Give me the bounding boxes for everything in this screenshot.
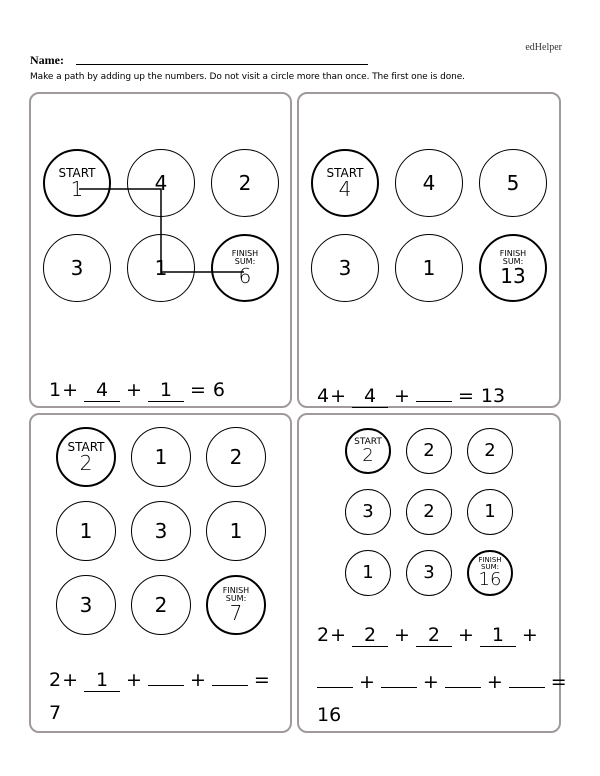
instructions: Make a path by adding up the numbers. Do not visit a circle more than once. The first one is done. [30,72,465,82]
plus-sign: + [62,669,79,691]
answer-blank[interactable] [416,379,452,402]
circle-value: 5 [506,171,520,195]
number-circle[interactable] [56,575,116,635]
circle-value: 4 [422,171,436,195]
sum-label: SUM: [481,563,499,571]
start-value: 4 [338,177,352,201]
number-circle[interactable] [311,234,379,302]
plus-sign: + [486,671,503,693]
answer-blank[interactable]: 4 [84,379,120,402]
number-circle[interactable] [131,501,191,561]
circle-value: 1 [154,445,168,469]
number-circle[interactable] [206,427,266,487]
equation-total: 13 [480,385,506,407]
circle-value: 3 [70,256,84,280]
finish-value: 7 [229,601,243,626]
circle-value: 2 [423,501,435,522]
answer-blank[interactable]: 2 [352,624,388,647]
circle-value: 1 [484,501,496,522]
finish-value: 16 [478,569,502,591]
puzzle-panel-1 [29,92,292,408]
number-circle[interactable] [127,149,195,217]
plus-sign: + [422,671,439,693]
equals-sign: = [253,669,270,691]
start-label: START [354,436,382,447]
finish-circle[interactable] [479,234,547,302]
start-value: 2 [79,451,93,475]
plus-sign: + [394,385,410,407]
circle-value: 4 [154,171,168,195]
circle-value: 3 [423,562,435,583]
start-label: START [58,166,96,180]
answer-blank[interactable] [212,663,248,686]
finish-label: FINISH [499,248,527,258]
finish-circle[interactable] [211,234,279,302]
finish-circle[interactable] [206,575,266,635]
number-circle[interactable] [406,489,452,535]
equation-term: 1 [49,379,62,401]
circle-value: 3 [154,519,168,543]
answer-blank[interactable] [148,663,184,686]
equals-sign: = [457,385,474,407]
circle-value: 1 [422,256,436,280]
number-circle[interactable] [467,489,513,535]
start-value: 1 [70,177,84,201]
finish-value: 6 [238,264,252,289]
number-circle[interactable] [345,550,391,596]
plus-sign: + [359,671,375,693]
start-label: START [67,440,105,454]
start-label: START [326,166,364,180]
name-field[interactable] [76,64,368,65]
number-circle[interactable] [211,149,279,217]
circle-value: 1 [362,562,374,583]
circle-value: 3 [338,256,352,280]
number-circle[interactable] [345,489,391,535]
circle-value: 2 [423,440,435,461]
start-circle[interactable] [345,428,391,474]
circle-value: 2 [154,593,168,617]
puzzle-panel-3 [29,413,292,733]
circle-value: 2 [229,445,243,469]
plus-sign: + [394,624,410,646]
plus-sign: + [126,669,142,691]
finish-label: FINISH [222,585,250,595]
equation-total: 7 [49,702,62,724]
equals-sign: = [189,379,206,401]
equation [317,379,505,408]
equation-term: 2 [317,624,330,646]
answer-blank[interactable] [317,665,353,688]
number-circle[interactable] [131,575,191,635]
number-circle[interactable] [467,428,513,474]
answer-blank[interactable]: 1 [148,379,184,402]
sum-label: SUM: [225,594,247,603]
number-circle[interactable] [56,501,116,561]
name-label: Name: [30,53,64,67]
answer-blank[interactable] [381,665,417,688]
finish-label: FINISH [231,248,259,258]
number-circle[interactable] [406,428,452,474]
plus-sign: + [62,379,79,401]
equation [49,379,225,402]
circle-value: 3 [362,501,374,522]
answer-blank[interactable] [509,665,545,688]
puzzle-panel-2 [297,92,561,408]
puzzle-panel-4 [297,413,567,733]
finish-value: 13 [500,264,526,289]
start-circle[interactable] [56,427,116,487]
circle-value: 2 [238,171,252,195]
finish-label: FINISH [478,555,502,564]
plus-sign: + [330,624,347,646]
equation-total: 16 [317,704,342,726]
circle-value: 1 [79,519,93,543]
answer-blank[interactable]: 1 [480,624,516,647]
number-circle[interactable] [479,149,547,217]
equation-line-1 [49,663,271,692]
plus-sign: + [126,379,142,401]
start-value: 2 [362,444,374,466]
circle-value: 1 [154,256,168,280]
equation-line-1 [317,624,539,647]
number-circle[interactable] [406,550,452,596]
sum-label: SUM: [502,257,524,266]
start-circle[interactable] [43,149,111,217]
number-circle[interactable] [131,427,191,487]
equals-sign: = [550,671,567,693]
answer-blank[interactable] [445,665,481,688]
number-circle[interactable] [395,234,463,302]
answer-blank[interactable]: 1 [84,669,120,692]
plus-sign: + [457,624,474,646]
plus-sign: + [189,669,206,691]
circle-value: 2 [484,440,496,461]
plus-sign: + [521,624,538,646]
number-circle[interactable] [206,501,266,561]
plus-sign: + [330,385,347,407]
start-circle[interactable] [311,149,379,217]
equation-total: 6 [212,379,225,401]
brand-label: edHelper [525,42,562,53]
answer-blank[interactable]: 4 [352,385,388,408]
answer-blank[interactable]: 2 [416,624,452,647]
equation-line-2 [317,665,568,693]
circle-value: 1 [229,519,243,543]
sum-label: SUM: [234,257,256,266]
circle-value: 3 [79,593,93,617]
finish-circle[interactable] [467,550,513,596]
number-circle[interactable] [395,149,463,217]
equation-term: 4 [317,385,330,407]
number-circle[interactable] [127,234,195,302]
equation-term: 2 [49,669,62,691]
number-circle[interactable] [43,234,111,302]
